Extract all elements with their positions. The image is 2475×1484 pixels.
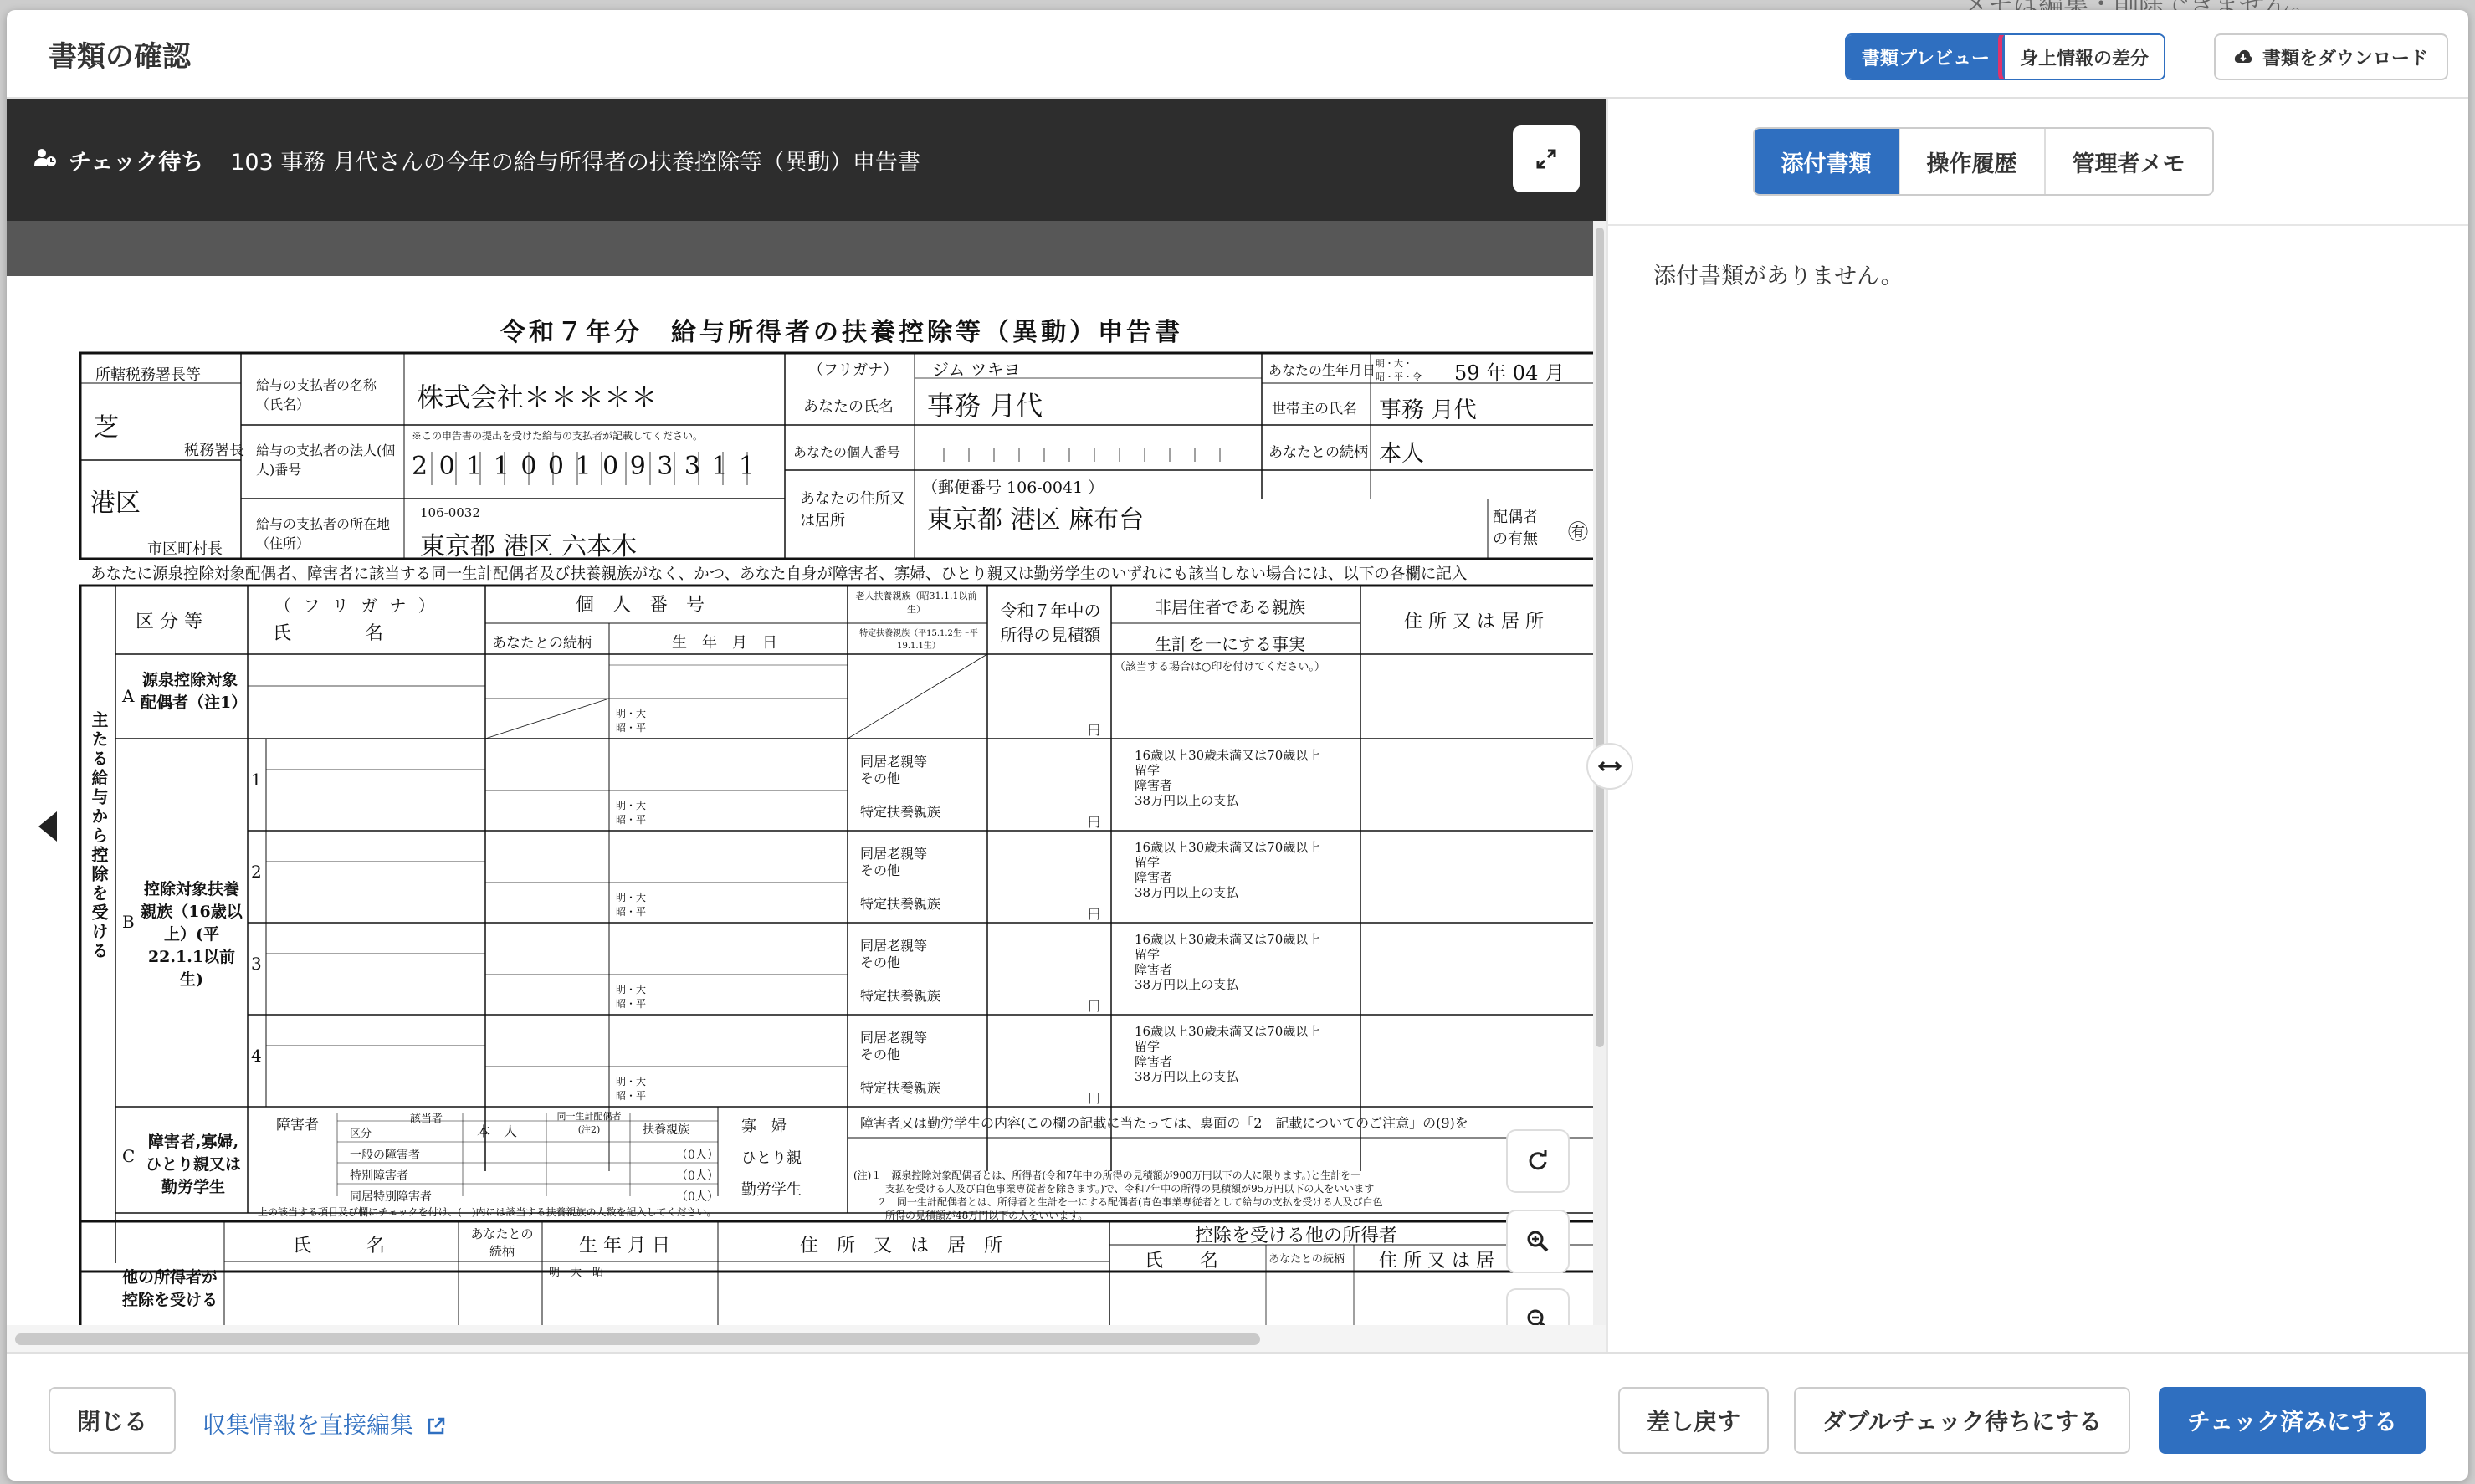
document-title: 103 事務 月代さんの今年の給与所得者の扶養控除等（異動）申告書 — [230, 149, 920, 176]
c-general: 一般の障害者 — [350, 1149, 420, 1162]
payer-postal: 106-0032 — [420, 505, 480, 520]
mark-checked-button[interactable]: チェック済みにする — [2159, 1387, 2426, 1454]
d-other: 控除を受ける他の所得者 — [1195, 1226, 1398, 1246]
d-era: 明・大・昭 — [549, 1267, 604, 1279]
yen-4: 円 — [1088, 1091, 1101, 1106]
preview-button[interactable]: 書類プレビュー — [1847, 35, 2005, 79]
relation-label: あなたとの続柄 — [1268, 444, 1368, 461]
vertical-scroll-thumb[interactable] — [1596, 228, 1604, 1047]
spouse-mark: ㊒ — [1568, 520, 1588, 544]
col-relation: あなたとの続柄 — [492, 635, 592, 652]
row-a-label: 源泉控除対象配偶者（注1） — [141, 671, 248, 712]
col-birth: 生 年 月 日 — [672, 634, 777, 652]
nr-3b: 留学 — [1135, 947, 1161, 962]
address-value: 東京都 港区 麻布台 — [927, 505, 1145, 535]
nr-3a: 16歳以上30歳未満又は70歳以上 — [1135, 932, 1321, 947]
postal-label: （郵便番号 106-0041 ） — [922, 478, 1104, 497]
diff-button[interactable] — [2005, 35, 2164, 79]
close-button[interactable]: 閉じる — [49, 1387, 176, 1454]
col-livelihood: 生計を一にする事実 — [1155, 634, 1305, 654]
tax-office-value: 芝 — [94, 413, 119, 443]
external-link-icon — [426, 1416, 446, 1436]
d-orel: あなたとの続柄 — [1268, 1253, 1345, 1266]
col-address: 住 所 又 は 居 所 — [1404, 612, 1544, 632]
opt-specific-1: 特定扶養親族 — [860, 804, 941, 820]
col-category: 区 分 等 — [136, 612, 202, 632]
c-count-1: （0人） — [676, 1149, 719, 1162]
tax-form — [7, 276, 1593, 1325]
col-income: 令和７年中の所得の見積額 — [1000, 601, 1101, 645]
modal-footer — [7, 1352, 2468, 1481]
note-1: (注)１ 源泉控除対象配偶者とは、所得者(令和7年中の所得の見積額が900万円以下の人に限ります。)と生計を一 — [853, 1169, 1361, 1181]
row-c-label: 障害者,寡婦,ひとり親又は勤労学生 — [145, 1133, 241, 1196]
download-label: 書類をダウンロード — [2262, 48, 2428, 69]
col-elderly: 老人扶養親族（昭31.1.1以前生） — [855, 591, 977, 615]
address-label: あなたの住所又は居所 — [800, 490, 905, 530]
nonresident-note: （該当する場合は○印を付けてください。） — [1115, 661, 1325, 673]
opt-other-3: その他 — [860, 954, 901, 970]
horizontal-scroll-thumb[interactable] — [15, 1333, 1260, 1345]
tab-admin-memo[interactable]: 管理者メモ — [2044, 129, 2212, 194]
empty-attachments-message: 添付書類がありません。 — [1653, 264, 1904, 289]
form-title: 令和７年分 給与所得者の扶養控除等（異動）申告書 — [500, 318, 1183, 347]
yen-a: 円 — [1088, 723, 1101, 738]
c-special: 特別障害者 — [350, 1169, 408, 1183]
era-3: 明・大昭・平 — [616, 984, 647, 1010]
yen-3: 円 — [1088, 999, 1101, 1014]
note-1b: 支払を受ける人及び白色事業専従者を除きます。)で、令和7年中の所得の見積額が95万円以下の人をいいます — [885, 1183, 1375, 1195]
horizontal-scrollbar[interactable] — [7, 1325, 1606, 1352]
pane-resize-handle[interactable] — [1586, 743, 1633, 790]
c-category: 区分 — [350, 1128, 372, 1140]
viewer-top-strip — [7, 221, 1600, 276]
row-c-letter: C — [122, 1146, 136, 1166]
previous-page-arrow-icon[interactable] — [38, 811, 57, 842]
c-single: ひとり親 — [741, 1149, 802, 1167]
instruction-notice: あなたに源泉控除対象配偶者、障害者に該当する同一生計配偶者及び扶養親族がなく、かつ、あなた自身が障害者、寡婦、ひとり親又は勤労学生のいずれにも該当しない場合には、以下の各欄に記入 — [90, 565, 1468, 583]
relation-value: 本人 — [1379, 441, 1424, 467]
opt-specific-3: 特定扶養親族 — [860, 988, 941, 1004]
era-a: 明・大昭・平 — [616, 708, 647, 734]
c-dependent: 扶養親族 — [643, 1123, 689, 1137]
payer-number: 2011001093311 — [412, 452, 766, 481]
return-button[interactable]: 差し戻す — [1618, 1387, 1769, 1454]
c-applicable: 該当者 — [410, 1113, 443, 1125]
status-label: チェック待ち — [69, 149, 204, 176]
payer-name-label: 給与の支払者の名称（氏名） — [256, 377, 377, 412]
c-self: 本 人 — [477, 1123, 518, 1139]
opt-elderly-2: 同居老親等 — [860, 846, 928, 862]
birth-label: あなたの生年月日 — [1268, 362, 1376, 378]
nr-3c: 障害者 — [1135, 962, 1173, 977]
row-b-label: 控除対象扶養親族（16歳以上）(平22.1.1以前生) — [141, 880, 243, 989]
c-count-3: （0人） — [676, 1190, 719, 1204]
zoom-out-icon — [1525, 1307, 1550, 1325]
nr-2d: 38万円以上の支払 — [1135, 885, 1239, 900]
nr-1a: 16歳以上30歳未満又は70歳以上 — [1135, 748, 1321, 763]
note-2b: 所得の見積額が48万円以下の人をいいます。 — [885, 1210, 1089, 1221]
c-detail: 障害者又は勤労学生の内容(この欄の記載に当たっては、裏面の「2 記載についてのご注意」の(9)を — [860, 1115, 1468, 1131]
nr-4b: 留学 — [1135, 1039, 1161, 1054]
birth-value: 59 年 04 月 — [1454, 361, 1565, 385]
d-address: 住 所 又 は 居 所 — [800, 1236, 1003, 1256]
opt-other-2: その他 — [860, 862, 901, 878]
era-1: 明・大昭・平 — [616, 800, 647, 826]
personal-number-label: あなたの個人番号 — [793, 444, 901, 460]
c-count-2: （0人） — [676, 1169, 719, 1183]
direct-edit-label: 収集情報を直接編集 — [202, 1411, 414, 1439]
diff-button-label: 身上情報の差分 — [2019, 48, 2149, 69]
opt-other-1: その他 — [860, 770, 901, 786]
col-specific: 特定扶養親族（平15.1.2生〜平19.1.1生） — [859, 629, 978, 651]
document-review-modal — [7, 10, 2468, 1481]
col-furigana: （ フ リ ガ ナ ） — [274, 596, 438, 616]
nr-2a: 16歳以上30歳未満又は70歳以上 — [1135, 840, 1321, 855]
payer-name: 株式会社＊＊＊＊＊ — [417, 381, 658, 413]
c-widow: 寡 婦 — [741, 1118, 787, 1135]
opt-specific-2: 特定扶養親族 — [860, 896, 941, 912]
row-num-4: 4 — [251, 1046, 262, 1066]
col-name: 氏 名 — [273, 623, 384, 644]
row-num-3: 3 — [251, 954, 262, 974]
city-value: 港区 — [90, 489, 141, 518]
tax-office-label: 所轄税務署長等 — [95, 366, 201, 384]
payer-address-label: 給与の支払者の所在地（住所） — [256, 516, 391, 551]
rotate-button[interactable] — [1506, 1129, 1570, 1193]
zoom-in-button[interactable] — [1506, 1210, 1570, 1273]
tab-history[interactable]: 操作履歴 — [1899, 129, 2044, 194]
era-2: 明・大昭・平 — [616, 892, 647, 918]
nr-2c: 障害者 — [1135, 870, 1173, 885]
householder-label: 世帯主の氏名 — [1272, 401, 1357, 417]
expand-icon — [1535, 147, 1558, 171]
spouse-label: 配偶者の有無 — [1493, 509, 1538, 548]
name-value: 事務 月代 — [927, 390, 1043, 422]
resize-arrows-icon — [1597, 760, 1622, 773]
tab-attachments[interactable]: 添付書類 — [1755, 129, 1899, 194]
zoom-in-icon — [1525, 1229, 1550, 1254]
opt-elderly-3: 同居老親等 — [860, 938, 928, 954]
modal-header — [7, 10, 2468, 99]
document-page[interactable] — [7, 276, 1593, 1325]
document-viewer-pane — [7, 99, 1606, 1352]
row-num-2: 2 — [251, 862, 262, 882]
nr-2b: 留学 — [1135, 855, 1161, 870]
nr-1d: 38万円以上の支払 — [1135, 793, 1239, 808]
tax-office-suffix: 税務署長 — [184, 442, 244, 459]
d-birth: 生 年 月 日 — [579, 1236, 670, 1256]
birth-era: 明・大・昭・平・令 — [1376, 358, 1422, 382]
cloud-download-icon — [2234, 49, 2252, 64]
tab-bar — [1608, 99, 2468, 226]
opt-other-4: その他 — [860, 1046, 901, 1062]
d-oaddr: 住 所 又 は 居 — [1379, 1251, 1494, 1272]
row-b-letter: B — [122, 912, 135, 932]
era-4: 明・大昭・平 — [616, 1076, 647, 1102]
opt-elderly-1: 同居老親等 — [860, 754, 928, 770]
c-cohabit: 同居特別障害者 — [350, 1190, 432, 1204]
payer-address: 東京都 港区 六本木 — [420, 532, 638, 561]
nr-1c: 障害者 — [1135, 778, 1173, 793]
note-2: ２ 同一生計配偶者とは、所得者と生計を一にする配偶者(青色事業専従者として給与の支払を受ける人及び白色 — [877, 1196, 1383, 1208]
rotate-icon — [1525, 1149, 1550, 1174]
view-toggle — [1845, 33, 2165, 80]
modal-title: 書類の確認 — [49, 39, 191, 74]
furigana-label: （フリガナ） — [808, 361, 899, 379]
direct-edit-link[interactable] — [202, 1407, 446, 1441]
col-number: 個 人 番 号 — [576, 595, 705, 616]
nr-3d: 38万円以上の支払 — [1135, 977, 1239, 992]
nr-4c: 障害者 — [1135, 1054, 1173, 1069]
yen-2: 円 — [1088, 907, 1101, 922]
c-disabled: 障害者 — [276, 1117, 319, 1133]
document-bar — [7, 99, 1606, 221]
expand-button[interactable] — [1513, 125, 1580, 192]
tabs — [1753, 127, 2214, 196]
payer-number-label: 給与の支払者の法人(個人)番号 — [256, 443, 396, 478]
c-same: 同一生計配偶者(注2) — [556, 1111, 622, 1135]
side-panel — [1606, 99, 2468, 1352]
col-nonresident: 非居住者である親族 — [1155, 597, 1305, 617]
nr-4d: 38万円以上の支払 — [1135, 1069, 1239, 1084]
yen-1: 円 — [1088, 815, 1101, 830]
name-label: あなたの氏名 — [803, 398, 894, 416]
row-d-label: 他の所得者が控除を受ける — [121, 1268, 218, 1309]
nr-4a: 16歳以上30歳未満又は70歳以上 — [1135, 1024, 1321, 1039]
c-note: 上の該当する項目及び欄にチェックを付け、( )内には該当する扶養親族の人数を記入してください。 — [258, 1206, 717, 1218]
householder-value: 事務 月代 — [1379, 397, 1477, 423]
row-num-1: 1 — [251, 770, 262, 790]
d-oname: 氏 名 — [1145, 1251, 1219, 1272]
zoom-out-button[interactable] — [1506, 1288, 1570, 1325]
side-label: 主たる給与から控除を受ける — [89, 711, 109, 961]
d-relation: あなたとの続柄 — [470, 1226, 534, 1259]
row-a-letter: A — [122, 686, 135, 706]
furigana-value: ジム ツキヨ — [932, 360, 1021, 380]
nr-1b: 留学 — [1135, 763, 1161, 778]
payer-number-note: ※この申告書の提出を受けた給与の支払者が記載してください。 — [412, 430, 704, 442]
opt-elderly-4: 同居老親等 — [860, 1030, 928, 1046]
person-clock-icon — [33, 147, 57, 173]
c-student: 勤労学生 — [741, 1181, 802, 1199]
d-name: 氏 名 — [293, 1236, 386, 1256]
city-suffix: 市区町村長 — [147, 540, 223, 558]
download-button[interactable] — [2214, 33, 2448, 80]
opt-specific-4: 特定扶養親族 — [860, 1080, 941, 1096]
double-check-button[interactable]: ダブルチェック待ちにする — [1794, 1387, 2130, 1454]
